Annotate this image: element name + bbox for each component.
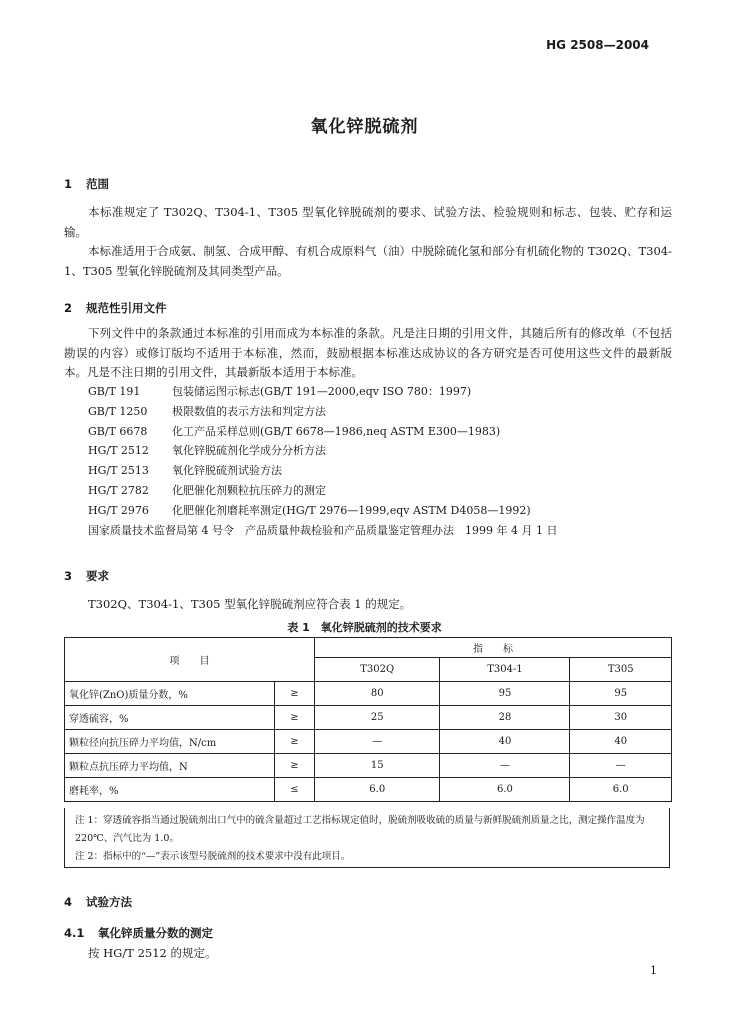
- subsection-4-1-heading: [64, 925, 213, 941]
- paragraph: 按 HG/T 2512 的规定。: [88, 946, 217, 960]
- row-item: 磨耗率，%: [65, 778, 275, 802]
- cell-value: 6.0: [440, 778, 570, 802]
- cell-value: 15: [315, 754, 440, 778]
- reference-code: GB/T 1250: [88, 404, 148, 418]
- section-number: 3: [64, 569, 73, 583]
- index-header: 指 标: [315, 638, 672, 658]
- reference-item: [88, 402, 678, 422]
- document-title: 氧化锌脱硫剂: [310, 117, 419, 137]
- row-operator: ≥: [275, 754, 315, 778]
- section-2-heading: [64, 300, 167, 316]
- cell-value: 6.0: [315, 778, 440, 802]
- reference-code: HG/T 2782: [88, 483, 149, 497]
- section-1-heading: [64, 176, 109, 192]
- table-row: [65, 706, 672, 730]
- reference-code: HG/T 2513: [88, 464, 149, 478]
- cell-value: —: [570, 754, 672, 778]
- section-1-body: [64, 203, 672, 281]
- reference-item: [88, 461, 678, 481]
- reference-title: 氧化锌脱硫剂试验方法: [172, 464, 282, 478]
- cell-value: —: [440, 754, 570, 778]
- table-note: 注 1：穿透硫容指当通过脱硫剂出口气中的硫含量超过工艺指标规定值时，脱硫剂吸收硫的质量与新鲜脱硫剂质量之比，测定操作温度为 220℃、汽气比为 1.0。: [75, 815, 645, 844]
- reference-code: GB/T 6678: [88, 424, 148, 438]
- reference-title: 化工产品采样总则(GB/T 6678—1986,neq ASTM E300—1983): [172, 424, 501, 438]
- reference-title: 化肥催化剂颗粒抗压碎力的测定: [172, 483, 326, 497]
- cell-value: —: [315, 730, 440, 754]
- subsection-4-1-body: [64, 944, 672, 964]
- cell-value: 80: [315, 682, 440, 706]
- table-caption: 表 1 氧化锌脱硫剂的技术要求: [287, 621, 442, 634]
- cell-value: 95: [440, 682, 570, 706]
- section-title: 范围: [86, 177, 109, 191]
- section-title: 规范性引用文件: [86, 301, 167, 315]
- section-2-intro: [64, 324, 672, 383]
- section-number: 2: [64, 301, 73, 315]
- paragraph: 本标准规定了 T302Q、T304-1、T305 型氧化锌脱硫剂的要求、试验方法、检验规则和标志、包装、贮存和运输。: [64, 205, 672, 239]
- standard-code: HG 2508—2004: [546, 38, 649, 52]
- reference-title: 极限数值的表示方法和判定方法: [172, 404, 326, 418]
- reference-item: [88, 501, 678, 521]
- normative-references: [88, 382, 678, 540]
- row-operator: ≤: [275, 778, 315, 802]
- reference-item: [88, 481, 678, 501]
- paragraph: 本标准适用于合成氨、制氢、合成甲醇、有机合成原料气（油）中脱除硫化氢和部分有机硫化物的 T302Q、T304-1、T305 型氧化锌脱硫剂及其同类型产品。: [64, 244, 672, 278]
- row-operator: ≥: [275, 706, 315, 730]
- row-operator: ≥: [275, 730, 315, 754]
- table-row: [65, 682, 672, 706]
- column-header: T304-1: [440, 658, 570, 682]
- cell-value: 25: [315, 706, 440, 730]
- reference-title: 包装储运图示标志(GB/T 191—2000,eqv ISO 780：1997): [172, 385, 472, 398]
- reference-code: HG/T 2976: [88, 503, 149, 517]
- paragraph: 下列文件中的条款通过本标准的引用而成为本标准的条款。凡是注日期的引用文件，其随后所有的修改单（不包括勘误的内容）或修订版均不适用于本标准，然而，鼓励根据本标准达成协议的各方研究是否可使用这些文件的最新版本。凡是不注日期的引用文件，其最新版本适用于本标准。: [64, 326, 672, 379]
- item-header: 项 目: [65, 638, 315, 682]
- subsection-number: 4.1: [64, 926, 85, 940]
- row-item: 穿透硫容，%: [65, 706, 275, 730]
- page-number: 1: [650, 964, 657, 977]
- cell-value: 95: [570, 682, 672, 706]
- cell-value: 40: [570, 730, 672, 754]
- reference-item: 国家质量技术监督局第 4 号令 产品质量仲裁检验和产品质量鉴定管理办法 1999 年 4 月 1 日: [88, 523, 558, 537]
- reference-title: 氧化锌脱硫剂化学成分分析方法: [172, 444, 326, 458]
- row-item: 颗粒径向抗压碎力平均值，N/cm: [65, 730, 275, 754]
- reference-item: [88, 441, 678, 461]
- table-row: [65, 754, 672, 778]
- table-row: [65, 778, 672, 802]
- cell-value: 40: [440, 730, 570, 754]
- subsection-title: 氧化锌质量分数的测定: [98, 926, 213, 940]
- table-notes: [64, 808, 670, 868]
- spec-table: [64, 637, 672, 802]
- column-header: T302Q: [315, 658, 440, 682]
- section-number: 4: [64, 895, 73, 909]
- reference-item: [88, 422, 678, 442]
- cell-value: 28: [440, 706, 570, 730]
- cell-value: 6.0: [570, 778, 672, 802]
- section-number: 1: [64, 177, 73, 191]
- row-operator: ≥: [275, 682, 315, 706]
- table-note: 注 2：指标中的“—”表示该型号脱硫剂的技术要求中没有此项目。: [75, 851, 351, 862]
- cell-value: 30: [570, 706, 672, 730]
- section-3-intro: [64, 595, 672, 615]
- paragraph: T302Q、T304-1、T305 型氧化锌脱硫剂应符合表 1 的规定。: [88, 597, 412, 611]
- reference-item: [88, 382, 678, 402]
- section-title: 试验方法: [86, 895, 132, 909]
- column-header: T305: [570, 658, 672, 682]
- table-row: [65, 730, 672, 754]
- table-header-row: [65, 638, 672, 658]
- section-title: 要求: [86, 569, 109, 583]
- reference-code: GB/T 191: [88, 385, 141, 398]
- row-item: 氧化锌(ZnO)质量分数，%: [65, 682, 275, 706]
- section-4-heading: [64, 894, 132, 910]
- reference-title: 化肥催化剂磨耗率测定(HG/T 2976—1999,eqv ASTM D4058—1992): [172, 503, 531, 517]
- reference-code: HG/T 2512: [88, 444, 149, 458]
- row-item: 颗粒点抗压碎力平均值，N: [65, 754, 275, 778]
- section-3-heading: [64, 568, 109, 584]
